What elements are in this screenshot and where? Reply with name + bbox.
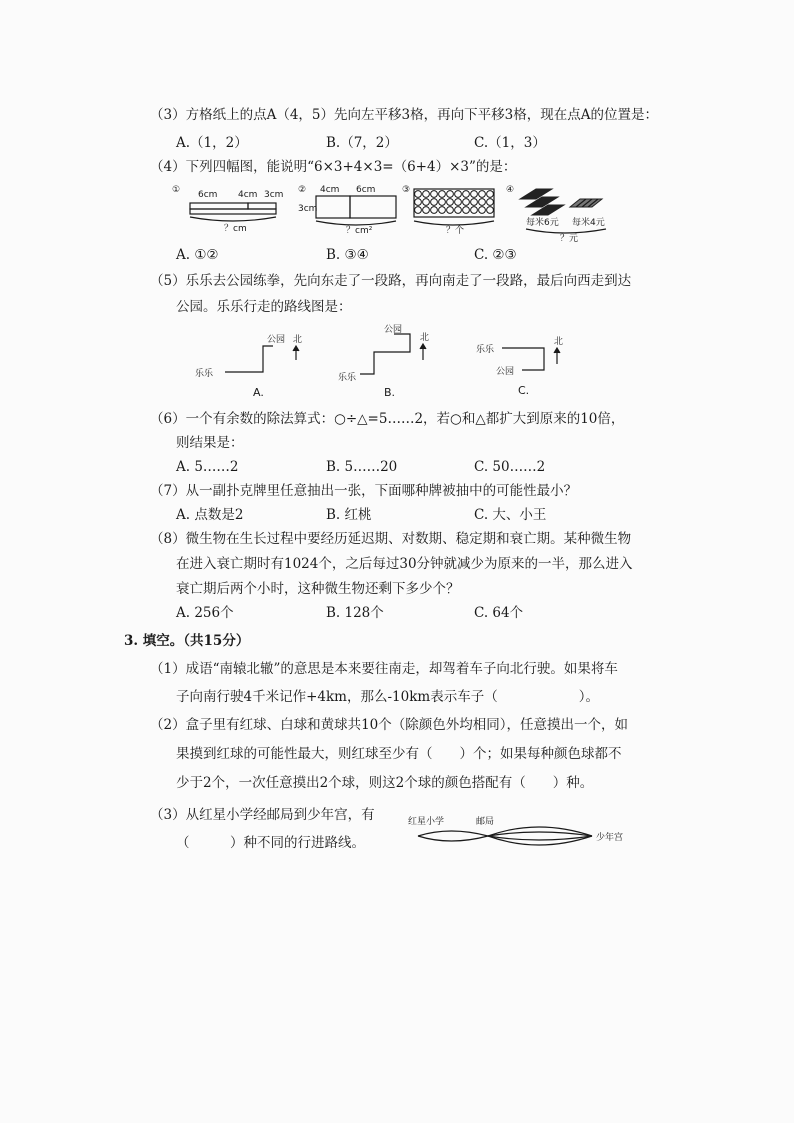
- fig3-circle: [479, 207, 486, 214]
- q8-stem-line3: 衰亡期后两个小时，这种微生物还剩下多少个？: [176, 581, 460, 597]
- fig2-label-4cm: 4cm: [320, 185, 340, 195]
- fig3-circle: [423, 207, 430, 214]
- fig3-circle: [447, 199, 454, 206]
- fill2-line3: 少于2个，一次任意摸出2个球，则这2个球的颜色搭配有（ ）种。: [176, 775, 594, 791]
- q4-option-c: C. ②③: [474, 247, 517, 263]
- fig1-label-3cm: 3cm: [264, 190, 284, 200]
- q6-option-b: B. 5……20: [326, 459, 398, 475]
- fig3-circle: [431, 199, 438, 206]
- fig3-circle: [439, 191, 446, 198]
- fig3-circle: [423, 191, 430, 198]
- route-path-5: [488, 836, 592, 840]
- q4-figure-3: [402, 183, 502, 235]
- fig3-circle: [487, 199, 494, 206]
- fig3-circle: [415, 199, 422, 206]
- q7-stem: （7）从一副扑克牌里任意抽出一张，下面哪种牌被抽中的可能性最小？: [150, 483, 578, 499]
- fig3-circle: [455, 199, 462, 206]
- fill3-route-diagram: [408, 812, 638, 856]
- fill3-line1: （3）从红星小学经邮局到少年宫，有: [150, 807, 375, 823]
- fig3-circle: [455, 207, 462, 214]
- route-palace-label: 少年宫: [596, 833, 624, 843]
- fig3-circle: [431, 207, 438, 214]
- q8-option-c: C. 64个: [474, 605, 524, 621]
- fig3-circle: [439, 199, 446, 206]
- fig1-total: ？cm: [224, 224, 247, 234]
- q7-option-a: A. 点数是2: [176, 507, 244, 523]
- fig3-circle: [439, 207, 446, 214]
- fig4-total: ？元: [560, 234, 579, 244]
- fig2-number: ②: [298, 185, 307, 195]
- q5-stem-line1: （5）乐乐去公园练拳，先向东走了一段路，再向南走了一段路，最后向西走到达: [150, 273, 632, 289]
- q5-route-b: [338, 322, 448, 400]
- fig1-label-6cm: 6cm: [198, 190, 218, 200]
- fig2-label-6cm: 6cm: [356, 185, 376, 195]
- route-a-park: 公园: [267, 335, 286, 345]
- fill1-line2: 子向南行驶4千米记作+4km，那么-10km表示车子（ ）。: [176, 689, 599, 705]
- q5-route-c: [476, 332, 586, 400]
- fig3-circle: [415, 191, 422, 198]
- q6-option-a: A. 5……2: [176, 459, 239, 475]
- fig3-circle: [447, 207, 454, 214]
- fig1-label-4cm: 4cm: [238, 190, 258, 200]
- fig3-circle: [455, 191, 462, 198]
- section3-title: 3. 填空。（共15分）: [124, 633, 250, 649]
- route-c-label: C.: [518, 384, 530, 397]
- q4-stem: （4）下列四幅图，能说明“6×3+4×3=（6+4）×3”的是：: [150, 159, 517, 175]
- q5-route-a: [195, 328, 305, 400]
- fill1-line1: （1）成语“南辕北辙”的意思是本来要往南走，却驾着车子向北行驶。如果将车: [150, 661, 618, 677]
- q6-stem-line1: （6）一个有余数的除法算式：○÷△=5……2，若○和△都扩大到原来的10倍，: [150, 411, 625, 427]
- q4-option-a: A. ①②: [176, 247, 219, 263]
- fig4-label-a: 每米6元: [526, 218, 559, 228]
- fig3-total: ？个: [446, 226, 465, 236]
- q6-option-c: C. 50……2: [474, 459, 546, 475]
- fig3-circle: [471, 191, 478, 198]
- route-post-label: 邮局: [476, 817, 495, 827]
- route-b-park: 公园: [384, 325, 403, 335]
- q3-stem: （3）方格纸上的点A（4，5）先向左平移3格，再向下平移3格，现在点A的位置是：: [150, 107, 658, 123]
- fig2-total: ？cm²: [346, 226, 373, 236]
- fig3-circle: [487, 191, 494, 198]
- q6-stem-line2: 则结果是：: [176, 435, 244, 451]
- fig2-label-side: 3cm: [298, 204, 318, 214]
- fig4-fabric-striped: [570, 199, 602, 207]
- route-path-4: [488, 832, 592, 836]
- fig3-circle: [463, 191, 470, 198]
- fig3-circle: [463, 199, 470, 206]
- fig3-frame: [414, 189, 494, 217]
- q8-option-a: A. 256个: [176, 605, 234, 621]
- q3-option-a: A.（1，2）: [176, 135, 248, 151]
- fig4-fabric-dark: [520, 189, 564, 215]
- route-a-north: 北: [293, 335, 303, 345]
- fig3-circle: [447, 191, 454, 198]
- q8-option-b: B. 128个: [326, 605, 384, 621]
- route-b-north: 北: [420, 333, 430, 343]
- fill2-line2: 果摸到红球的可能性最大，则红球至少有（ ）个；如果每种颜色球都不: [176, 746, 622, 762]
- route-c-north: 北: [554, 337, 564, 347]
- fig3-circle: [479, 191, 486, 198]
- fill2-line1: （2）盒子里有红球、白球和黄球共10个（除颜色外均相同），任意摸出一个，如: [150, 717, 629, 733]
- q3-option-c: C.（1，3）: [474, 135, 546, 151]
- route-c-lele: 乐乐: [476, 345, 495, 355]
- q7-option-b: B. 红桃: [326, 507, 372, 523]
- route-path-1: [418, 831, 488, 836]
- q7-option-c: C. 大、小王: [474, 507, 547, 523]
- fill3-line2: （ ）种不同的行进路线。: [176, 835, 365, 851]
- q4-figure-4: [506, 183, 616, 244]
- route-b-lele: 乐乐: [338, 373, 357, 383]
- fig4-number: ④: [506, 185, 515, 195]
- q8-stem-line2: 在进入衰亡期时有1024个，之后每过30分钟就减少为原来的一半，那么进入: [176, 556, 633, 572]
- fig3-circle: [479, 199, 486, 206]
- fig1-number: ①: [172, 185, 181, 195]
- q3-option-b: B.（7，2）: [326, 135, 398, 151]
- fig3-circle: [415, 207, 422, 214]
- route-b-label: B.: [384, 386, 396, 399]
- q4-figure-1: [172, 183, 292, 233]
- fig3-circle: [463, 207, 470, 214]
- route-c-park: 公园: [496, 367, 515, 377]
- fig4-label-b: 每米4元: [572, 218, 605, 228]
- fig3-circle-grid: [414, 189, 494, 217]
- route-a-label: A.: [253, 386, 264, 399]
- route-a-lele: 乐乐: [195, 369, 214, 379]
- q4-option-b: B. ③④: [326, 247, 369, 263]
- q5-stem-line2: 公园。乐乐行走的路线图是：: [176, 299, 352, 315]
- route-school-label: 红星小学: [408, 817, 445, 827]
- fig3-circle: [423, 199, 430, 206]
- route-path-2: [418, 836, 488, 841]
- fig3-circle: [431, 191, 438, 198]
- fig3-number: ③: [402, 185, 411, 195]
- fig3-circle: [487, 207, 494, 214]
- q4-figure-2: [298, 183, 398, 235]
- fig3-circle: [471, 199, 478, 206]
- fig3-circle: [471, 207, 478, 214]
- q8-stem-line1: （8）微生物在生长过程中要经历延迟期、对数期、稳定期和衰亡期。某种微生物: [150, 531, 632, 547]
